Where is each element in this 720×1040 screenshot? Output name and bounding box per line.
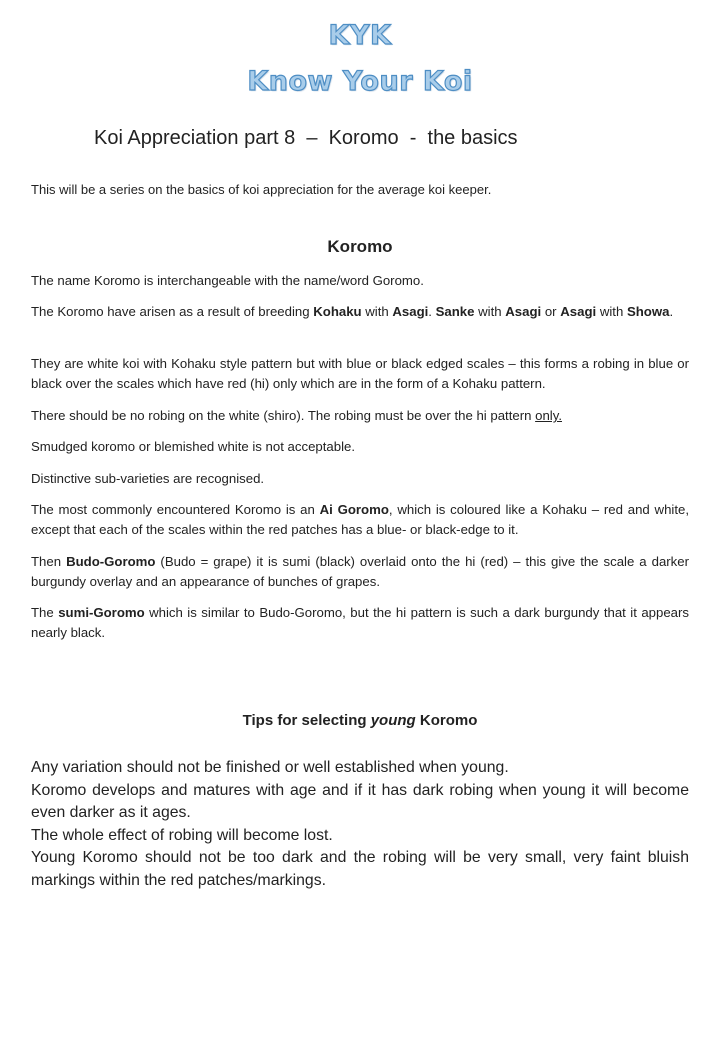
paragraph-breeding-origin: The Koromo have arisen as a result of breeding Kohaku with Asagi. Sanke with Asagi or Asagi with Showa. (31, 304, 674, 319)
tip-line: Koromo develops and matures with age and if it has dark robing when young it will become even darker as it ages. (31, 781, 689, 821)
intro-text: This will be a series on the basics of koi appreciation for the average koi keeper. (31, 182, 492, 197)
paragraph-no-robing-white: There should be no robing on the white (shiro). The robing must be over the hi pattern only. (31, 408, 562, 423)
tips-heading: Tips for selecting young Koromo (242, 712, 478, 729)
paragraph-name-interchangeable: The name Koromo is interchangeable with the name/word Goromo. (31, 273, 424, 288)
koromo-heading: Koromo (327, 237, 393, 256)
paragraph-sumi-goromo: The sumi-Goromo which is similar to Budo-Goromo, but the hi pattern is such a dark burgundy that it appears nearly black. (31, 605, 690, 640)
paragraph-budo-goromo: Then Budo-Goromo (Budo = grape) it is sumi (black) overlaid onto the hi (red) – this give the scale a darker burgundy overlay and an appearance of bunches of grapes. (31, 554, 689, 589)
logo-kyk: KYK (328, 20, 392, 51)
paragraph-smudged: Smudged koromo or blemished white is not acceptable. (31, 439, 356, 454)
logo-know-your-koi: Know Your Koi (247, 66, 473, 97)
tip-line: Any variation should not be finished or well established when young. (31, 759, 509, 776)
tips-list (31, 757, 689, 892)
paragraph-sub-varieties: Distinctive sub-varieties are recognised. (31, 471, 265, 486)
paragraph-ai-goromo: The most commonly encountered Koromo is an Ai Goromo, which is coloured like a Kohaku – red and white, except that each of the scales within the red patches has a blue- or black-edge to it. (31, 502, 689, 537)
page-title: Koi Appreciation part 8 – Koromo - the basics (94, 127, 518, 149)
paragraph-description: They are white koi with Kohaku style pattern but with blue or black edged scales – this forms a robing in blue or black over the scales which have red (hi) only which are in the form of a Kohaku pattern. (31, 356, 689, 391)
tip-line: The whole effect of robing will become lost. (31, 826, 333, 844)
tip-line: Young Koromo should not be too dark and the robing will be very small, very faint bluish markings within the red patches/markings. (31, 849, 689, 889)
